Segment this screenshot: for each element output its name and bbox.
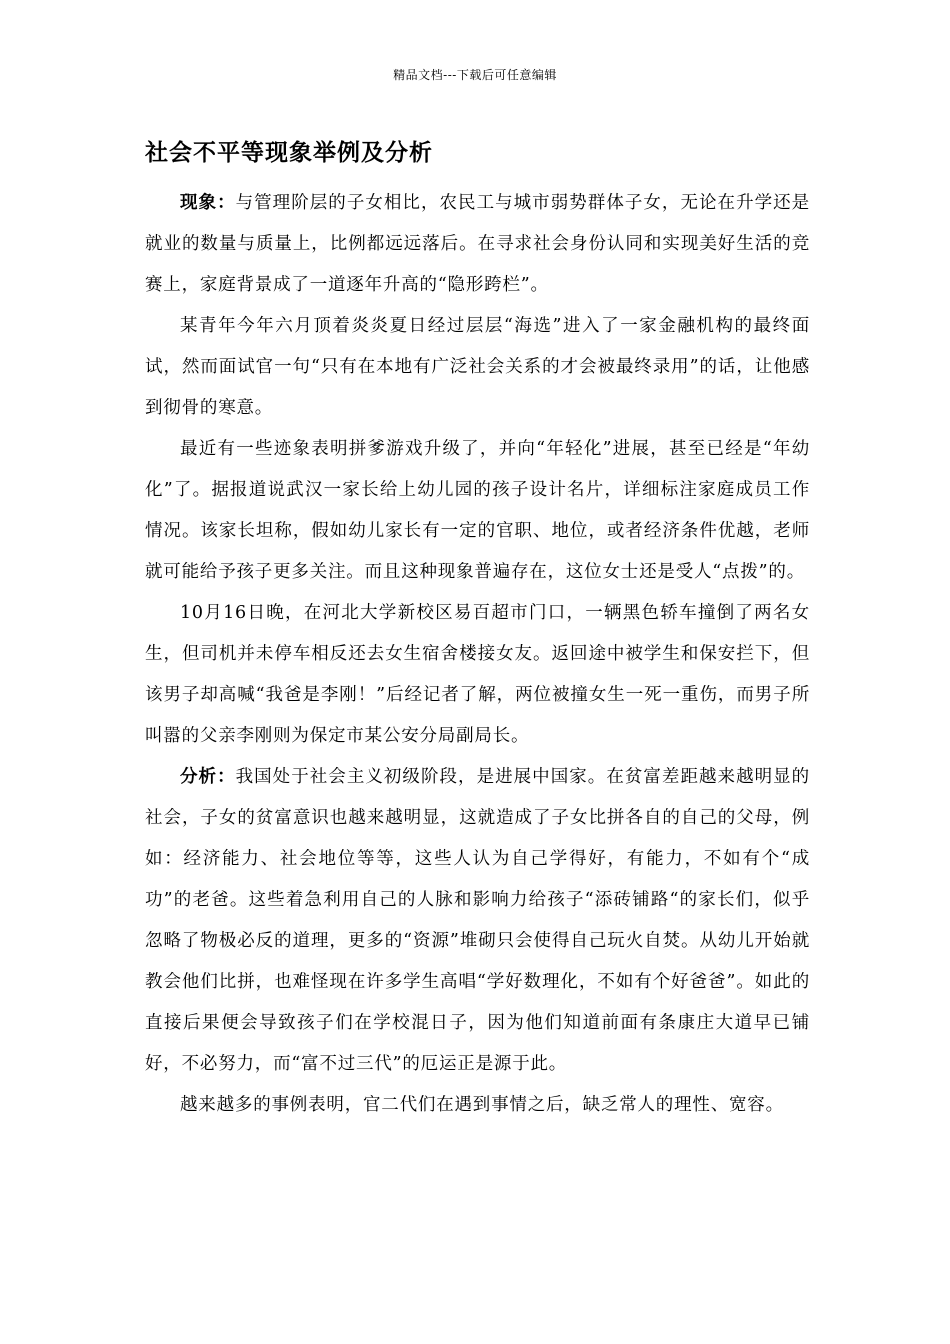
paragraph-text: 10月16日晚，在河北大学新校区易百超市门口，一辆黑色轿车撞倒了两名女生，但司机并未停车相反还去女生宿舍楼接女友。返回途中被学生和保安拦下，但该男子却高喊“我爸是李刚！”后经记者了解，两位被撞女生一死一重伤，而男子所叫嚣的父亲李刚则为保定市某公安分局副局长。 [145,603,810,746]
paragraph-text: 某青年今年六月顶着炎炎夏日经过层层“海选”进入了一家金融机构的最终面试，然而面试官一句“只有在本地有广泛社会关系的才会被最终录用”的话，让他感到彻骨的寒意。 [145,316,810,418]
paragraph-example-kindergarten [145,429,810,593]
document-body [145,183,810,1126]
paragraph-example-interview [145,306,810,429]
paragraph-example-li-gang [145,593,810,757]
paragraph-lead-label: 现象： [180,193,236,213]
paragraph-text: 最近有一些迹象表明拼爹游戏升级了，并向“年轻化”进展，甚至已经是“年幼化”了。据报道说武汉一家长给上幼儿园的孩子设计名片，详细标注家庭成员工作情况。该家长坦称，假如幼儿家长有一定的官职、地位，或者经济条件优越，老师就可能给予孩子更多关注。而且这种现象普遍存在，这位女士还是受人“点拨”的。 [145,439,810,582]
document-title: 社会不平等现象举例及分析 [145,140,433,166]
paragraph-analysis [145,757,810,1085]
page-header: 精品文档---下载后可任意编辑 [393,68,557,82]
paragraph-text: 与管理阶层的子女相比，农民工与城市弱势群体子女，无论在升学还是就业的数量与质量上，比例都远远落后。在寻求社会身份认同和实现美好生活的竞赛上，家庭背景成了一道逐年升高的“隐形跨栏”。 [145,193,810,295]
paragraph-text: 我国处于社会主义初级阶段，是进展中国家。在贫富差距越来越明显的社会，子女的贫富意识也越来越明显，这就造成了子女比拼各自的自己的父母，例如：经济能力、社会地位等等，这些人认为自己学得好，有能力，不如有个“成功”的老爸。这些着急利用自己的人脉和影响力给孩子“添砖铺路“的家长们，似乎忽略了物极必反的道理，更多的“资源”堆砌只会使得自己玩火自焚。从幼儿开始就教会他们比拼，也难怪现在许多学生高唱“学好数理化，不如有个好爸爸”。如此的直接后果便会导致孩子们在学校混日子，因为他们知道前面有条康庄大道早已铺好，不必努力，而“富不过三代”的厄运正是源于此。 [145,767,810,1074]
paragraph-phenomenon [145,183,810,306]
paragraph-conclusion [145,1085,810,1126]
paragraph-text: 越来越多的事例表明，官二代们在遇到事情之后，缺乏常人的理性、宽容。 [180,1095,784,1115]
paragraph-lead-label: 分析： [180,767,236,787]
